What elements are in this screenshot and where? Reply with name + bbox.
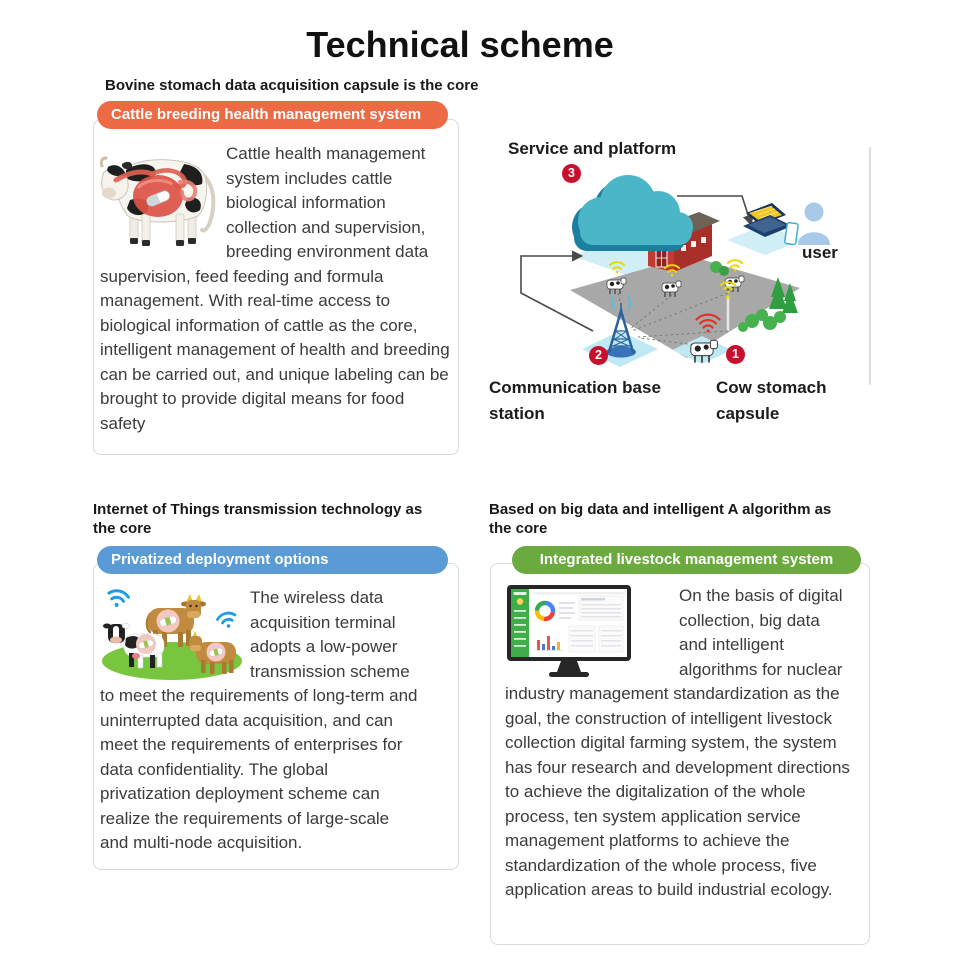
cow-capsule-label: Cow stomach capsule xyxy=(716,378,827,423)
banner-cattle-health-system: Cattle breeding health management system xyxy=(97,101,448,129)
iot-body-text: The wireless data acquisition terminal adopts a low-power transmission scheme to meet the requirements of long-term and uninterrupted data acquisition, and can meet the requirements of enterprises for data confidentiality. The global privatization deployment scheme can realize the requirements of large-scale and multi-node acquisition. xyxy=(100,588,418,852)
bigdata-body-text: On the basis of digital collection, big data and intelligent algorithms for nuclear industry management standardization as the goal, the construction of intelligent livestock collection digital farming system, the system has four research and development directions to achieve the digitalization of the whole process, ten system application service management platforms to achieve the standardization of the whole process, five application areas to build industrial ecology. xyxy=(505,586,850,899)
cloud-icon xyxy=(572,175,693,251)
section-heading-iot-core: Internet of Things transmission technology as the core xyxy=(93,501,423,537)
user-icon xyxy=(798,203,830,246)
cattle-health-body-text: Cattle health management system includes cattle biological information collection and supervision, breeding environment data supervision, feed feeding and formula management. With real-time access to biological information of cattle as the core, intelligent management of health and breeding can be carried out, and unique labeling can be brought to provide digital means for food safety xyxy=(100,144,450,433)
monitor-svg xyxy=(505,584,667,679)
card-cattle-health xyxy=(93,119,459,455)
wifi-icon xyxy=(217,611,238,630)
divider-line xyxy=(869,147,871,385)
cow-digestive-capsule-illustration xyxy=(100,142,222,252)
cow-illustration-svg xyxy=(100,142,222,252)
dashboard-monitor-illustration xyxy=(505,584,667,679)
card-iot xyxy=(93,563,459,870)
badge-1: 1 xyxy=(726,345,745,364)
section-heading-capsule-core: Bovine stomach data acquisition capsule is the core xyxy=(105,77,479,94)
card-bigdata xyxy=(490,563,870,945)
badge-3: 3 xyxy=(562,164,581,183)
banner-privatized-deployment: Privatized deployment options xyxy=(97,546,448,574)
banner-integrated-livestock: Integrated livestock management system xyxy=(512,546,861,574)
service-platform-label: Service and platform xyxy=(508,139,677,158)
badge-2: 2 xyxy=(589,346,608,365)
wifi-icon xyxy=(106,589,129,609)
user-label: user xyxy=(802,243,838,262)
cows-grass-svg xyxy=(100,586,245,682)
page-title: Technical scheme xyxy=(306,24,614,65)
section-heading-bigdata-core: Based on big data and intelligent A algorithm as the core xyxy=(489,501,832,537)
cows-grass-wifi-illustration xyxy=(100,586,245,682)
base-station-label: Communication base station xyxy=(489,378,661,423)
